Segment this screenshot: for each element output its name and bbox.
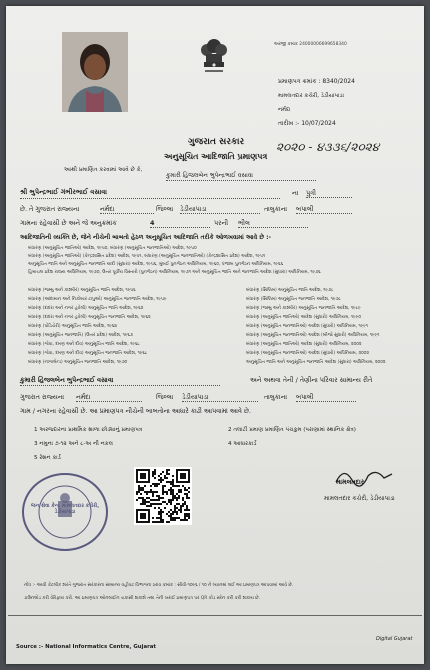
certificate-page	[6, 6, 424, 664]
taluka2-label: તાલુકાના	[264, 393, 288, 401]
order-right: બંધારણ (સિક્કિમ) અનુસૂચિત જાતિ આદેશ, ૧૯૭૮	[246, 288, 334, 293]
order-right: બંધારણ (અનુસૂચિત જાતિઓ) આદેશ (સુધારો) અધિનિયમ, ૨૦૦૨	[246, 342, 362, 347]
relation-value: પુત્રી	[306, 189, 352, 198]
order-line: અનુસૂચિત જાતિ અને અનુસૂચિત જનજાતિ યાદી (સુધારા) આદેશ, ૧૯૫૬, મુંબઈ પુનર્ગઠન અધિનિયમ, ૧૯૬૦, પંજાબ પુનર્ગઠન અધિનિયમ, ૧૯૬૬	[28, 262, 284, 267]
order-left: બંધારણ (જમ્મુ અને કાશ્મીર) અનુસૂચિત જાતિ આદેશ, ૧૯૫૬	[28, 288, 136, 293]
state-line: છે. તે ગુજરાત રાજ્યના	[20, 205, 80, 213]
order-left: બંધારણ (ગોવા, દમણ અને દીવ) અનુસૂચિત જાતિ આદેશ, ૧૯૬૮	[28, 342, 140, 347]
order-line: હિમાચલ પ્રદેશ રાજ્ય અધિનિયમ, ૧૯૭૦, ઉત્તર પૂર્વીય વિસ્તારો (પુનર્ગઠન) અધિનિયમ, ૧૯૭૧ અને અનુસૂચિત જાતિ અને જનજાતિ આદેશ (સુધારા) અધિનિયમ, ૧૯૭૬	[28, 270, 321, 275]
family-line: અને અથવા તેની / તેણીના પરિવાર સામાન્ય રીતે	[250, 376, 373, 384]
district2-value: ડેડીયાપાડા	[182, 393, 258, 402]
parent-name: શ્રી ભુપેન્દ્રભાઈ ગંભીરભાઈ વસાવા	[20, 188, 108, 196]
basis-item: 4 આધારકાર્ડ	[228, 441, 257, 447]
order-left: બંધારણ (પોંડિચેરી) અનુસૂચિત જાતિ આદેશ, ૧૯૬૪	[28, 324, 118, 329]
order-right: બંધારણ (જમ્મુ અને કાશ્મીર) અનુસૂચિત જનજાતિ આદેશ, ૧૯૮૯	[246, 306, 361, 311]
basis-item: 3 નમુના ૭-૧૨ અને ૮-અ ની નકલ	[34, 441, 113, 447]
basis-item: 1 અરજદારના પ્રાથમિક શાળા છોડ્યાનું પ્રમાણપત્ર	[34, 427, 143, 433]
order-right: અનુસૂચિત જાતિ અને અનુસૂચિત જનજાતિ આદેશ (સુધારા) અધિનિયમ, ૨૦૦૨	[246, 360, 386, 365]
intro-text: આથી પ્રમાણિત કરવામાં આવે છે કે,	[64, 167, 143, 173]
district-line: નર્મદા	[278, 107, 291, 113]
basis-item: 2 તલાટી પ્રમાણ પ્રમાણિત પંચકુમ (પરાણામાં સ્થાનિક ક્ષેત્ર)	[228, 427, 356, 433]
district2-label: જિલ્લા	[156, 393, 174, 401]
certificate-number: પ્રમાણપત્ર ક્રમાંક : 8340/2024	[278, 78, 355, 85]
order-line: બંધારણ (અનુસૂચિત જાતિઓ) આદેશ, ૧૯૫૦, બંધારણ (અનુસૂચિત જનજાતિઓ) આદેશ, ૧૯૫૦	[28, 246, 197, 251]
order-line: બંધારણ (અનુસૂચિત જાતિઓ) (કેન્દ્રશાસિત પ્રદેશ) આદેશ, ૧૯૫૧, બંધારણ (અનુસૂચિત જનજાતિઓ) (કેન્દ્રશાસિત પ્રદેશ) આદેશ, ૧૯૫૧	[28, 254, 266, 259]
signature-office: મામલતદાર કચેરી, ડેડીયાપાડા	[324, 495, 395, 502]
resides-line: ગામ / નગરના રહેવાસી છે. આ પ્રમાણપત્ર નીચેની બાબતોના આધારે કાઢી આપવામાં આવે છે.	[20, 407, 251, 415]
national-emblem-icon	[196, 28, 232, 76]
order-left: બંધારણ (ગોવા, દમણ અને દીવ) અનુસૂચિત જનજાતિ આદેશ, ૧૯૬૮	[28, 351, 148, 356]
serial-value: 4	[150, 219, 210, 228]
relation-label: ના	[292, 189, 299, 197]
taluka-value: બપાલી	[296, 205, 352, 214]
basis-item: 5 રેશન કાર્ડ	[34, 455, 61, 461]
order-right: બંધારણ (સિક્કિમ) અનુસૂચિત જનજાતિ આદેશ, ૧૯૭૮	[246, 297, 341, 302]
order-left: બંધારણ (દાદરા અને નગર હવેલી) અનુસૂચિત જાતિ આદેશ, ૧૯૬૨	[28, 306, 144, 311]
office-line: મામલતદાર કચેરી, ડેડીયાપાડા	[278, 93, 344, 99]
government-title: ગુજરાત સરકાર	[188, 137, 245, 147]
order-left: બંધારણ (નાગાલેન્ડ) અનુસૂચિત જનજાતિ આદેશ, ૧૯૭૦	[28, 360, 128, 365]
village-line: ગામના રહેવાસી છે અને જે અનુક્રમાંક	[20, 219, 117, 227]
signature-title: મામલતદાર	[336, 478, 365, 486]
order-right: બંધારણ (અનુસૂચિત જાતિઓ) આદેશ (સુધારો) અધિનિયમ, ૧૯૯૦	[246, 315, 362, 320]
state2-value: નર્મદા	[76, 393, 142, 402]
handwritten-number: ૨૦૨૦ - ૪૩૩૬/૨૦૨૪	[276, 140, 380, 154]
state2-line: ગુજરાત રાજ્યના	[20, 393, 65, 401]
district-label: જિલ્લા	[156, 205, 174, 213]
applicant-name: કુમારી હિંજલબેન ભુપેન્દ્રભાઈ વસાવા	[166, 172, 316, 181]
office-seal	[22, 473, 108, 551]
order-left: બંધારણ (અનુસૂચિત જનજાતિ) (ઉત્તર પ્રદેશ) આદેશ, ૧૯૬૭	[28, 333, 133, 338]
order-right: બંધારણ (અનુસૂચિત જનજાતિઓ) આદેશ (બીજો સુધારો) અધિનિયમ, ૧૯૯૧	[246, 333, 380, 338]
qr-code	[134, 467, 192, 525]
form-number: અરજી ક્રમાંક 24000006699658340	[274, 42, 347, 47]
order-left: બંધારણ (આંદામાન અને નિકોબાર ટાપુઓ) અનુસૂચિત જનજાતિ આદેશ, ૧૯૫૯	[28, 297, 167, 302]
applicant-photo	[62, 32, 128, 112]
issue-date: તારીખ :- 10/07/2024	[278, 120, 336, 127]
caste-value: ભીલ	[238, 219, 308, 228]
taluka2-value: બપાલી	[296, 393, 356, 402]
applicant-name-repeat: કુમારી હિંજલબેન ભુપેન્દ્રભાઈ વસાવા	[20, 376, 114, 384]
digital-gujarat-logo: Digital Gujarat	[376, 636, 413, 642]
notice-line: આદિજાતિની વ્યક્તિ છે, જેને નીચેની બાબતો હેઠળ અનુસૂચિત આદિજાતિ તરીકે ઓળખવામાં આવે છે :-	[20, 234, 271, 241]
footer-divider	[8, 615, 422, 616]
source-credit: Source :- National Informatics Centre, Gujarat	[16, 644, 156, 650]
state-value: નર્મદા	[100, 205, 154, 214]
order-right: બંધારણ (અનુસૂચિત જનજાતિઓ) આદેશ (સુધારો) અધિનિયમ, ૨૦૦૨	[246, 351, 369, 356]
footer-note-2: ડાઉનલોડ કરી વેરિફાય કરો. આ પ્રમાણપત્ર ઓનલાઈન ચકાસી શકાશે તથા તેની ખરાઈ પ્રમાણપત્ર પર QR કોડ સ્કેન કરી કરી શકાય છે.	[24, 596, 260, 601]
order-right: બંધારણ (અનુસૂચિત જનજાતિઓ) આદેશ (સુધારો) અધિનિયમ, ૧૯૯૧	[246, 324, 368, 329]
taluka-label: તાલુકાના	[264, 205, 288, 213]
footer-note: નોંધ :- આવી કેટલીક શરતે ગુજરાત સરકારના સામાન્ય વહીવટ વિભાગના ઠરાવ ક્રમાંક : સીવી-૧૦૯૬ / ૧૦ ને ધ્યાનમાં લઈ આ પ્રમાણપત્ર આપવામાં આવે છે.	[24, 583, 294, 588]
order-left: બંધારણ (દાદરા અને નગર હવેલી) અનુસૂચિત જનજાતિ આદેશ, ૧૯૬૨	[28, 315, 151, 320]
seal-text: જન સેવા કેન્દ્ર મામલતદાર કચેરી, ડેડીયાપાડા	[30, 503, 100, 515]
certificate-title: અનુસૂચિત આદિજાતિ પ્રમાણપત્ર	[164, 152, 268, 161]
caste-label: પરની	[214, 219, 229, 227]
district-value: ડેડીયાપાડા	[180, 205, 260, 214]
